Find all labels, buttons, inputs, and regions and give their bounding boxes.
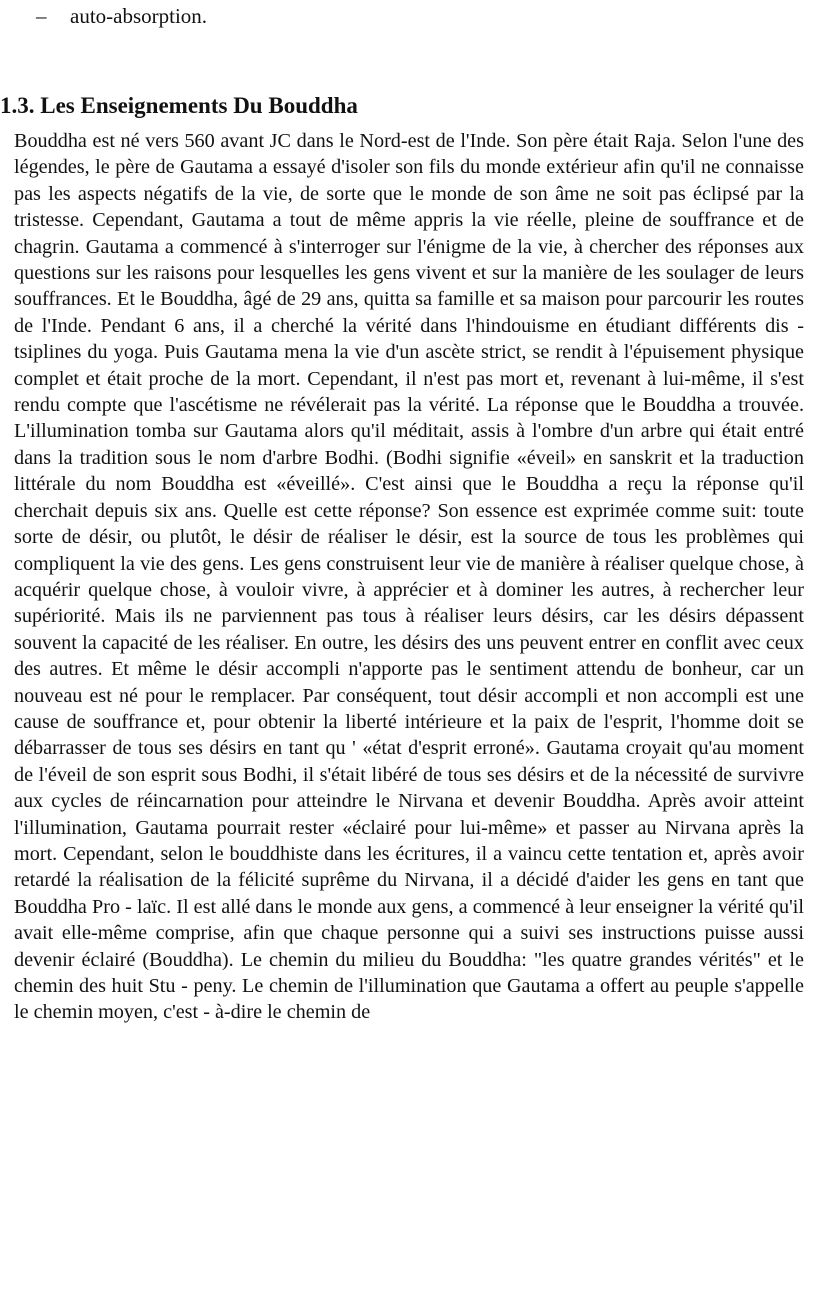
list-item [8,0,804,30]
list-item-text: auto-absorption. [70,4,208,28]
body-paragraph: Bouddha est né vers 560 avant JC dans le Nord-est de l'Inde. Son père était Raja. Selon l'une des légendes, le père de Gautama a essayé d'isoler son fils du monde extérieur afin qu'il ne connaisse pas les aspects négatifs de la vie, de sorte que le monde de son âme ne soit pas éclipsé par la tristesse. Cependant, Gautama a tout de même appris la vie réelle, pleine de souffrance et de chagrin. Gautama a commencé à s'interroger sur l'énigme de la vie, à chercher des réponses aux questions sur les raisons pour lesquelles les gens vivent et sur la manière de les soulager de leurs souffrances. Et le Bouddha, âgé de 29 ans, quitta sa famille et sa maison pour parcourir les routes de l'Inde. Pendant 6 ans, il a cherché la vérité dans l'hindouisme en étudiant différents dis - tsiplines du yoga. Puis Gautama mena la vie d'un ascète strict, se rendit à l'épuisement physique complet et était proche de la mort. Cependant, il n'est pas mort et, revenant à lui-même, il s'est rendu compte que l'ascétisme ne révélerait pas la vérité. La réponse que le Bouddha a trouvée. L'illumination tomba sur Gautama alors qu'il méditait, assis à l'ombre d'un arbre qui était entré dans la tradition sous le nom d'arbre Bodhi. (Bodhi signifie «éveil» en sanskrit et la traduction littérale du nom Bouddha est «éveillé». C'est ainsi que le Bouddha a reçu la réponse qu'il cherchait depuis six ans. Quelle est cette réponse? Son essence est exprimée comme suit: toute sorte de désir, ou plutôt, le désir de réaliser le désir, est la source de tous les problèmes qui compliquent la vie des gens. Les gens construisent leur vie de manière à réaliser quelque chose, à acquérir quelque chose, à vouloir vivre, à apprécier et à dominer les autres, à rechercher leur supériorité. Mais ils ne parviennent pas tous à réaliser leurs désirs, car les désirs dépassent souvent la capacité de les réaliser. En outre, les désirs des uns peuvent entrer en conflit avec ceux des autres. Et même le désir accompli n'apporte pas le sentiment attendu de bonheur, car un nouveau est né pour le remplacer. Par conséquent, tout désir accompli et non accompli est une cause de souffrance et, pour obtenir la liberté intérieure et la paix de l'esprit, l'homme doit se débarrasser de tous ses désirs en tant qu ' «état d'esprit erroné». Gautama croyait qu'au moment de l'éveil de son esprit sous Bodhi, il s'était libéré de tous ses désirs et de la nécessité de survivre aux cycles de réincarnation pour atteindre le Nirvana et devenir Bouddha. Après avoir atteint l'illumination, Gautama pourrait rester «éclairé pour lui-même» et passer au Nirvana après la mort. Cependant, selon le bouddhiste dans les écritures, il a vaincu cette tentation et, après avoir retardé la réalisation de la félicité suprême du Nirvana, il a décidé d'aider les gens en tant que Bouddha Pro - laïc. Il est allé dans le monde aux gens, a commencé à leur enseigner la vérité qu'il avait elle-même comprise, afin que chaque personne qui a suivi ses instructions puisse aussi devenir éclairé (Bouddha). Le chemin du milieu du Bouddha: "les quatre grandes vérités" et le chemin des huit Stu - peny. Le chemin de l'illumination que Gautama a offert au peuple s'appelle le chemin moyen, c'est - à-dire le chemin de [14,130,804,1024]
section-heading: 1.3. Les Enseignements Du Bouddha [0,93,358,118]
list-dash: – [36,4,47,28]
